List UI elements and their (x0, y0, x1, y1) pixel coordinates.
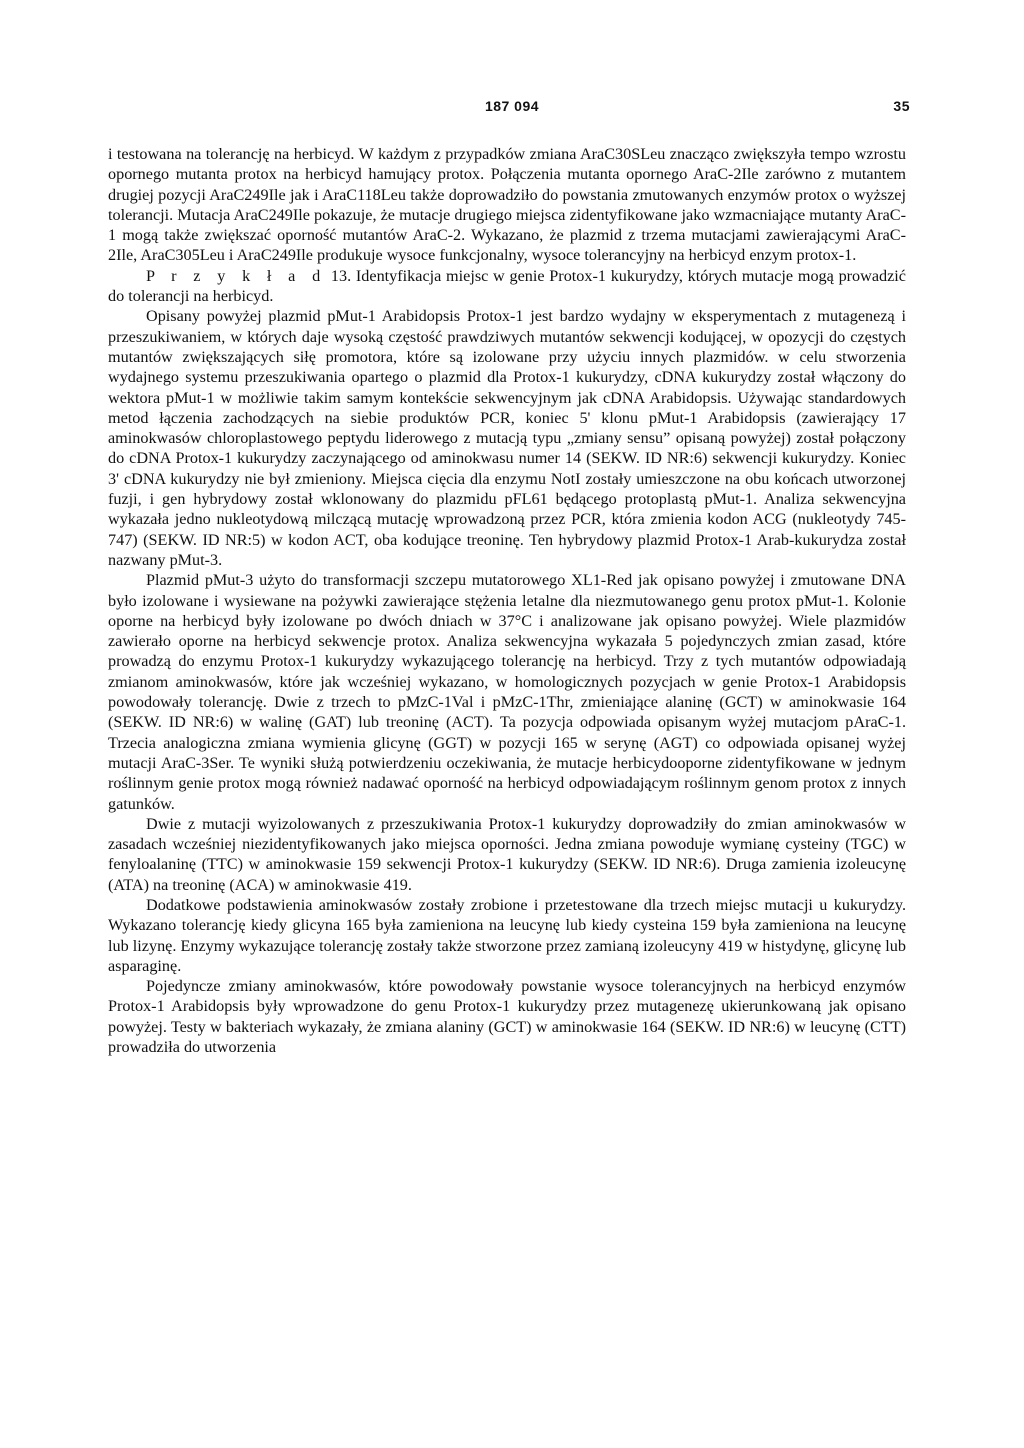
paragraph: Opisany powyżej plazmid pMut-1 Arabidopsis Protox-1 jest bardzo wydajny w eksperymentach z mutagenezą i przeszukiwaniem, w których daje wysoką częstość prawdziwych mutantów sekwencji kodującej, w opozycji do częstych mutantów zwiększających siłę promotora, które są izolowane przy użyciu innych plazmidów. w celu stworzenia wydajnego systemu przeszukiwania opartego o plazmid dla Protox-1 kukurydzy, cDNA kukurydzy został włączony do wektora pMut-1 w możliwie takim samym kontekście sekwencyjnym jak cDNA Arabidopsis. Używając standardowych metod łączenia zachodzących na siebie produktów PCR, koniec 5' klonu pMut-1 Arabidopsis (zawierający 17 aminokwasów chloroplastowego peptydu liderowego z mutacją typu „zmiany sensu” opisaną powyżej) został połączony do cDNA Protox-1 kukurydzy zaczynającego od aminokwasu numer 14 (SEKW. ID NR:6) sekwencji kukurydzy. Koniec 3' cDNA kukurydzy nie był zmieniony. Miejsca cięcia dla enzymu NotI zostały umieszczone na obu końcach utworzonej fuzji, i gen hybrydowy został wklonowany do plazmidu pFL61 będącego protoplastą pMut-1. Analiza sekwencyjna wykazała jedno nukleotydową milczącą mutację wprowadzoną przez PCR, która zmienia kodon ACG (nukleotydy 745-747) (SEKW. ID NR:5) w kodon ACT, oba kodujące treoninę. Ten hybrydowy plazmid Protox-1 Arab-kukurydza został nazwany pMut-3. (108, 307, 906, 569)
paragraph: Dodatkowe podstawienia aminokwasów zostały zrobione i przetestowane dla trzech miejsc mutacji u kukurydzy. Wykazano tolerancję kiedy glicyna 165 była zamieniona na leucynę lub kiedy cysteina 159 była zamieniona na leucynę lub lizynę. Enzymy wykazujące tolerancję zostały także stworzone przez zamianą izoleucyny 419 w histydynę, glicynę lub asparaginę. (108, 895, 906, 975)
paragraph: Plazmid pMut-3 użyto do transformacji szczepu mutatorowego XL1-Red jak opisano powyżej i zmutowane DNA było izolowane i wysiewane na pożywki zawierające stężenia letalne dla niezmutowanego genu protox pMut-1. Kolonie oporne na herbicyd były izolowane po dwóch dniach w 37°C i analizowane jak opisano powyżej. Wiele plazmidów zawierało oporne na herbicyd sekwencje protox. Analiza sekwencyjna wykazała 5 pojedynczych zmian zasad, które prowadzą do enzymu Protox-1 kukurydzy wykazującego tolerancję na herbicyd. Trzy z tych mutantów odpowiadają zmianom aminokwasów, które jak wcześniej wykazano, w homologicznych pozycjach w genie Protox-1 Arabidopsis powodowały tolerancję. Dwie z trzech to pMzC-1Val i pMzC-1Thr, zmieniające alaninę (GCT) w aminokwasie 164 (SEKW. ID NR:6) w walinę (GAT) lub treoninę (ACT). Ta pozycja odpowiada opisanym wyżej mutacjom pAraC-1. Trzecia analogiczna zmiana wymienia glicynę (GGT) w pozycji 165 w serynę (AGT) co odpowiada opisanej wyżej mutacji AraC-3Ser. Te wyniki służą potwierdzeniu oczekiwania, że mutacje herbicydooporne zidentyfikowane w jednym roślinnym genie protox mogą również nadawać oporność na herbicyd odpowiadającym roślinnym genom protox z innych gatunków. (108, 571, 906, 813)
patent-number: 187 094 (484, 98, 540, 114)
paragraph: i testowana na tolerancję na herbicyd. W każdym z przypadków zmiana AraC30SLeu znacząco zwiększyła tempo wzrostu opornego mutanta protox na herbicyd hamujący protox. Połączenia mutanta opornego AraC-2Ile zarówno z mutantem drugiej pozycji AraC249Ile jak i AraC118Leu także doprowadziło do powstania zmutowanych enzymów protox o wyższej tolerancji. Mutacja AraC249Ile pokazuje, że mutacje drugiego miejsca zidentyfikowane jako wzmacniające mutanty AraC-1 mogą także zwiększać oporność mutantów AraC-2. Wykazano, że plazmid z trzema mutacjami zawierającymi AraC-2Ile, AraC305Leu i AraC249Ile produkuje wysoce funkcjonalny, wysoce tolerancyjny na herbicyd enzym protox-1. (108, 145, 906, 265)
body-text (108, 144, 906, 1057)
paragraph-example-heading (108, 266, 906, 307)
example-label: P r z y k ł a d (146, 266, 327, 285)
example-title: 13. Identyfikacja miejsc w genie Protox-1 kukurydzy, których mutacje mogą prowadzić do tolerancji na herbicyd. (108, 266, 906, 306)
paragraph: Pojedyncze zmiany aminokwasów, które powodowały powstanie wysoce tolerancyjnych na herbicyd enzymów Protox-1 Arabidopsis były wprowadzone do genu Protox-1 kukurydzy przez mutagenezę ukierunkowaną jak opisano powyżej. Testy w bakteriach wykazały, że zmiana alaniny (GCT) w aminokwasie 164 (SEKW. ID NR:6) w leucynę (CTT) prowadziła do utworzenia (108, 977, 906, 1057)
paragraph: Dwie z mutacji wyizolowanych z przeszukiwania Protox-1 kukurydzy doprowadziły do zmian aminokwasów w zasadach wcześniej niezidentyfikowanych jako miejsca oporności. Jedna zmiana powoduje wymianę cysteiny (TGC) w fenyloalaninę (TTC) w aminokwasie 159 sekwencji Protox-1 kukurydzy (SEKW. ID NR:6). Druga zamienia izoleucynę (ATA) na treoninę (ACA) w aminokwasie 419. (108, 814, 906, 894)
page-number: 35 (893, 98, 910, 114)
